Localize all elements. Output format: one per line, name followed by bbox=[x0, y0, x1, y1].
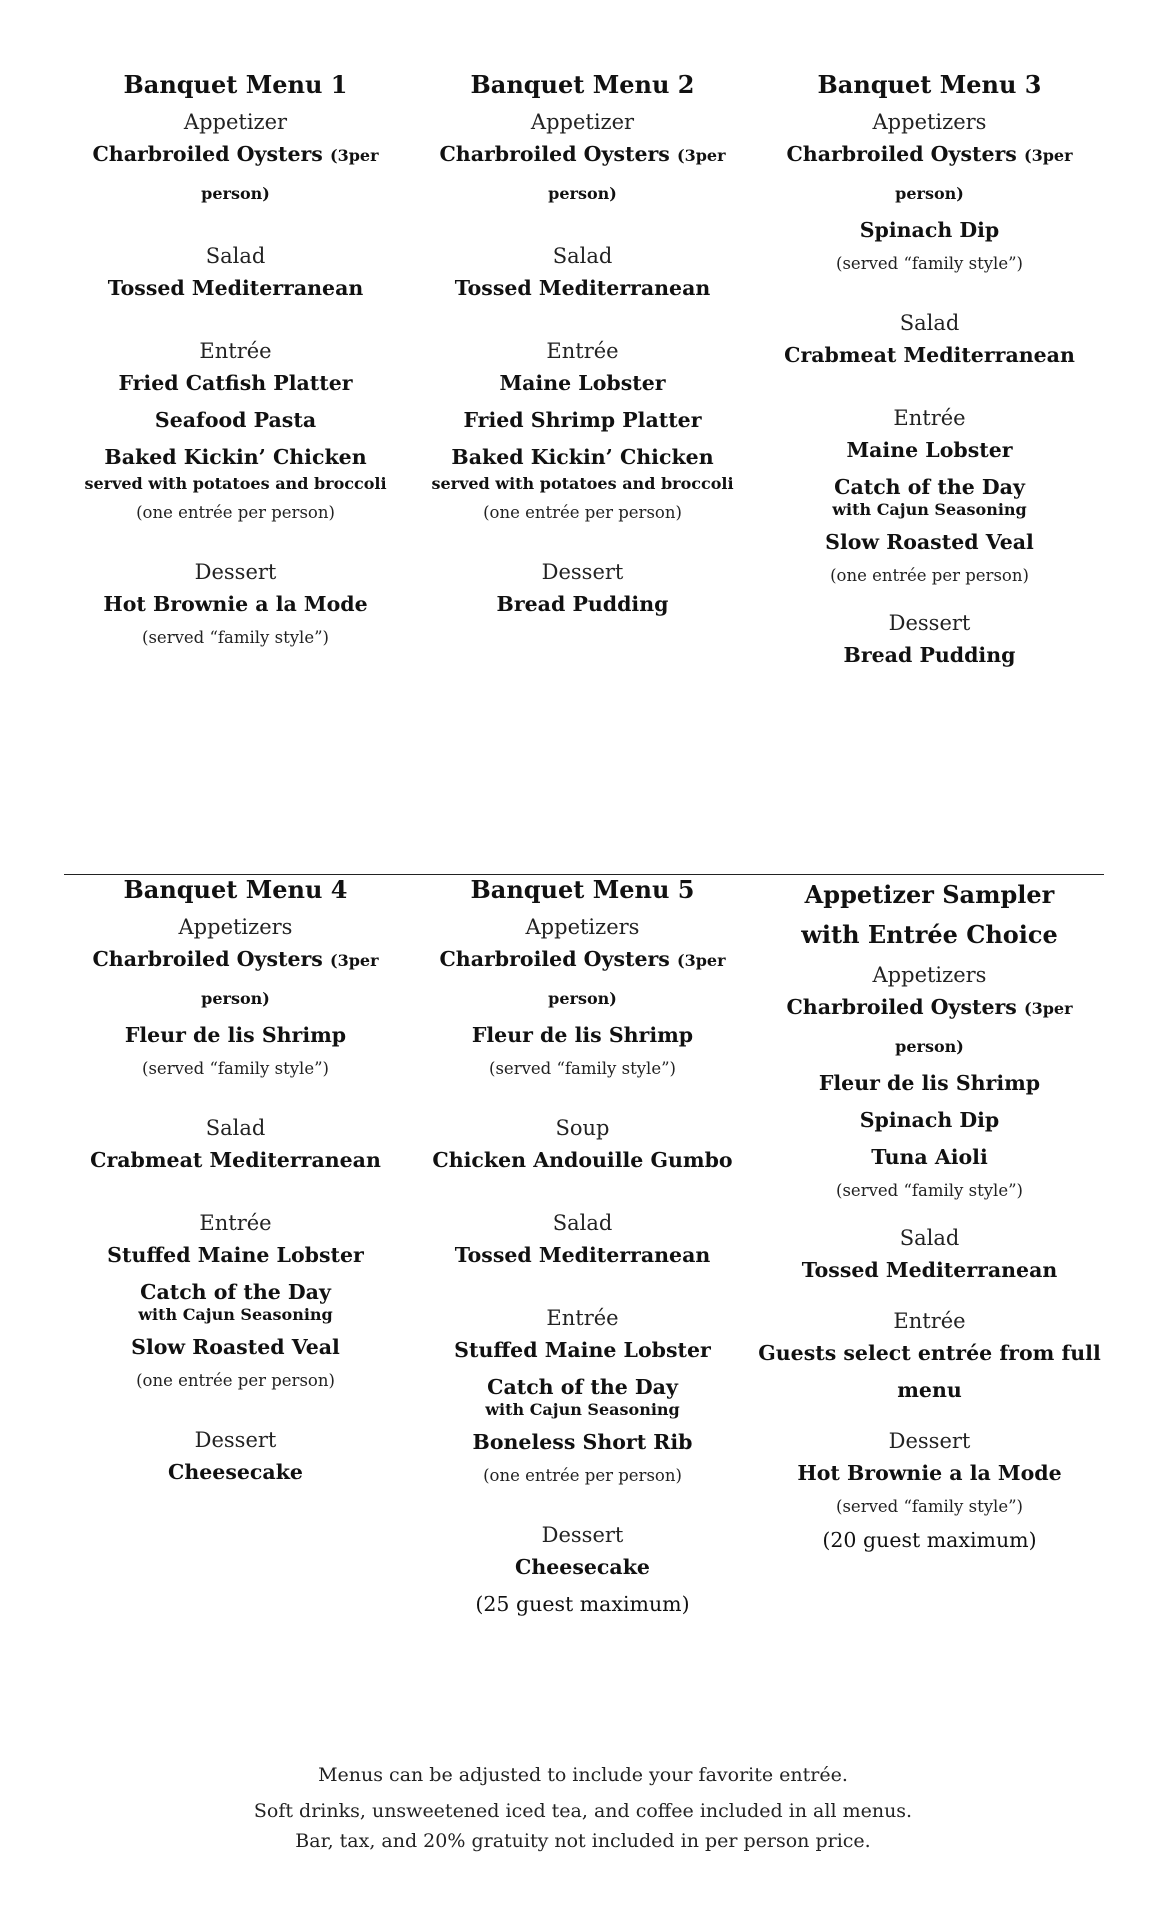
appetizer-item bbox=[409, 136, 756, 212]
entree-item: Slow Roasted Veal bbox=[131, 1335, 340, 1359]
guest-maximum: (25 guest maximum) bbox=[475, 1592, 690, 1616]
soup-heading: Soup bbox=[555, 1116, 610, 1140]
menu-title: Banquet Menu 4 bbox=[123, 875, 348, 904]
salad-item: Crabmeat Mediterranean bbox=[90, 1148, 381, 1172]
dessert-item: Hot Brownie a la Mode bbox=[103, 592, 368, 616]
appetizer-item bbox=[756, 136, 1103, 212]
footer-line: Menus can be adjusted to include your favorite entrée. bbox=[318, 1764, 848, 1786]
entree-item: Catch of the Day bbox=[834, 475, 1025, 499]
entree-limit-note: (one entrée per person) bbox=[830, 566, 1029, 585]
appetizer-item: Spinach Dip bbox=[859, 1108, 1000, 1132]
appetizer-item-name: Charbroiled Oysters bbox=[786, 995, 1017, 1019]
appetizer-heading: Appetizer bbox=[183, 110, 288, 134]
entree-item: Seafood Pasta bbox=[154, 408, 317, 432]
appetizer-sampler-menu bbox=[756, 875, 1103, 1622]
dessert-item: Cheesecake bbox=[168, 1460, 303, 1484]
appetizer-heading: Appetizers bbox=[525, 915, 640, 939]
footer-line: Bar, tax, and 20% gratuity not included in per person price. bbox=[295, 1830, 871, 1852]
entree-side-note: served with potatoes and broccoli bbox=[431, 474, 734, 493]
menu-row-top bbox=[62, 70, 1104, 674]
entree-heading: Entrée bbox=[199, 1211, 272, 1235]
entree-item: Slow Roasted Veal bbox=[825, 530, 1034, 554]
appetizer-heading: Appetizers bbox=[872, 963, 987, 987]
entree-limit-note: (one entrée per person) bbox=[483, 503, 682, 522]
entree-item: Baked Kickin’ Chicken bbox=[451, 445, 714, 469]
menu-row-bottom bbox=[62, 875, 1104, 1622]
salad-heading: Salad bbox=[205, 1116, 266, 1140]
entree-heading: Entrée bbox=[546, 1306, 619, 1330]
appetizer-item-name: Charbroiled Oysters bbox=[439, 947, 670, 971]
appetizer-note: (served “family style”) bbox=[836, 1181, 1023, 1200]
appetizer-heading: Appetizers bbox=[178, 915, 293, 939]
appetizer-note: (served “family style”) bbox=[836, 254, 1023, 273]
salad-item: Tossed Mediterranean bbox=[454, 276, 711, 300]
dessert-heading: Dessert bbox=[194, 560, 277, 584]
dessert-heading: Dessert bbox=[541, 560, 624, 584]
appetizer-item-name: Charbroiled Oysters bbox=[92, 142, 323, 166]
dessert-heading: Dessert bbox=[194, 1428, 277, 1452]
menu-title: Banquet Menu 5 bbox=[470, 875, 695, 904]
appetizer-heading: Appetizer bbox=[530, 110, 635, 134]
entree-heading: Entrée bbox=[893, 406, 966, 430]
banquet-menu-4 bbox=[62, 875, 409, 1622]
entree-item: Maine Lobster bbox=[499, 371, 666, 395]
entree-item: Stuffed Maine Lobster bbox=[454, 1338, 711, 1362]
salad-heading: Salad bbox=[552, 244, 613, 268]
dessert-item: Hot Brownie a la Mode bbox=[797, 1461, 1062, 1485]
appetizer-qualifier: (3per person) bbox=[201, 951, 379, 1008]
entree-seasoning-note: with Cajun Seasoning bbox=[138, 1305, 333, 1324]
appetizer-qualifier: (3per person) bbox=[895, 999, 1073, 1056]
appetizer-item: Spinach Dip bbox=[859, 218, 1000, 242]
appetizer-item: Fleur de lis Shrimp bbox=[471, 1023, 694, 1047]
entree-seasoning-note: with Cajun Seasoning bbox=[832, 500, 1027, 519]
appetizer-item bbox=[62, 941, 409, 1017]
entree-seasoning-note: with Cajun Seasoning bbox=[485, 1400, 680, 1419]
appetizer-item-name: Charbroiled Oysters bbox=[439, 142, 670, 166]
entree-item: Catch of the Day bbox=[140, 1280, 331, 1304]
entree-heading: Entrée bbox=[893, 1309, 966, 1333]
soup-item: Chicken Andouille Gumbo bbox=[432, 1148, 733, 1172]
salad-heading: Salad bbox=[552, 1211, 613, 1235]
dessert-note: (served “family style”) bbox=[836, 1497, 1023, 1516]
appetizer-item: Fleur de lis Shrimp bbox=[124, 1023, 347, 1047]
appetizer-item bbox=[756, 989, 1103, 1065]
appetizer-item bbox=[62, 136, 409, 212]
banquet-menu-2 bbox=[409, 70, 756, 674]
dessert-item: Bread Pudding bbox=[843, 643, 1016, 667]
entree-item: Fried Catfish Platter bbox=[118, 371, 353, 395]
menu-title: Banquet Menu 2 bbox=[470, 70, 695, 99]
entree-item: Boneless Short Rib bbox=[472, 1430, 693, 1454]
menu-title: Banquet Menu 1 bbox=[123, 70, 348, 99]
entree-item: Fried Shrimp Platter bbox=[463, 408, 702, 432]
appetizer-heading: Appetizers bbox=[872, 110, 987, 134]
appetizer-item-name: Charbroiled Oysters bbox=[786, 142, 1017, 166]
entree-item: Guests select entrée from full menu bbox=[758, 1341, 1101, 1402]
appetizer-qualifier: (3per person) bbox=[548, 951, 726, 1008]
footer-line: Soft drinks, unsweetened iced tea, and coffee included in all menus. bbox=[253, 1800, 913, 1822]
salad-item: Tossed Mediterranean bbox=[454, 1243, 711, 1267]
appetizer-note: (served “family style”) bbox=[489, 1059, 676, 1078]
appetizer-qualifier: (3per person) bbox=[548, 146, 726, 203]
entree-limit-note: (one entrée per person) bbox=[483, 1466, 682, 1485]
entree-heading: Entrée bbox=[199, 339, 272, 363]
salad-heading: Salad bbox=[205, 244, 266, 268]
banquet-menu-3 bbox=[756, 70, 1103, 674]
appetizer-qualifier: (3per person) bbox=[895, 146, 1073, 203]
menu-title: Banquet Menu 3 bbox=[817, 70, 1042, 99]
dessert-item: Bread Pudding bbox=[496, 592, 669, 616]
entree-limit-note: (one entrée per person) bbox=[136, 1371, 335, 1390]
entree-side-note: served with potatoes and broccoli bbox=[84, 474, 387, 493]
dessert-heading: Dessert bbox=[541, 1523, 624, 1547]
appetizer-note: (served “family style”) bbox=[142, 1059, 329, 1078]
entree-item: Catch of the Day bbox=[487, 1375, 678, 1399]
dessert-note: (served “family style”) bbox=[142, 628, 329, 647]
menu-title-line-1: Appetizer Sampler bbox=[804, 880, 1055, 909]
dessert-heading: Dessert bbox=[888, 611, 971, 635]
dessert-heading: Dessert bbox=[888, 1429, 971, 1453]
footer-notes bbox=[0, 1760, 1166, 1856]
entree-limit-note: (one entrée per person) bbox=[136, 503, 335, 522]
salad-heading: Salad bbox=[899, 1226, 960, 1250]
appetizer-item: Tuna Aioli bbox=[871, 1145, 988, 1169]
banquet-menu-1 bbox=[62, 70, 409, 674]
salad-item: Tossed Mediterranean bbox=[801, 1258, 1058, 1282]
appetizer-item-name: Charbroiled Oysters bbox=[92, 947, 323, 971]
banquet-menu-5 bbox=[409, 875, 756, 1622]
salad-item: Crabmeat Mediterranean bbox=[784, 343, 1075, 367]
entree-heading: Entrée bbox=[546, 339, 619, 363]
menu-title bbox=[756, 875, 1103, 955]
guest-maximum: (20 guest maximum) bbox=[822, 1528, 1037, 1552]
appetizer-qualifier: (3per person) bbox=[201, 146, 379, 203]
salad-item: Tossed Mediterranean bbox=[107, 276, 364, 300]
entree-item: Baked Kickin’ Chicken bbox=[104, 445, 367, 469]
salad-heading: Salad bbox=[899, 311, 960, 335]
entree-item: Stuffed Maine Lobster bbox=[107, 1243, 364, 1267]
appetizer-item: Fleur de lis Shrimp bbox=[818, 1071, 1041, 1095]
dessert-item: Cheesecake bbox=[515, 1555, 650, 1579]
menu-title-line-2: with Entrée Choice bbox=[801, 920, 1058, 949]
entree-item: Maine Lobster bbox=[846, 438, 1013, 462]
appetizer-item bbox=[409, 941, 756, 1017]
